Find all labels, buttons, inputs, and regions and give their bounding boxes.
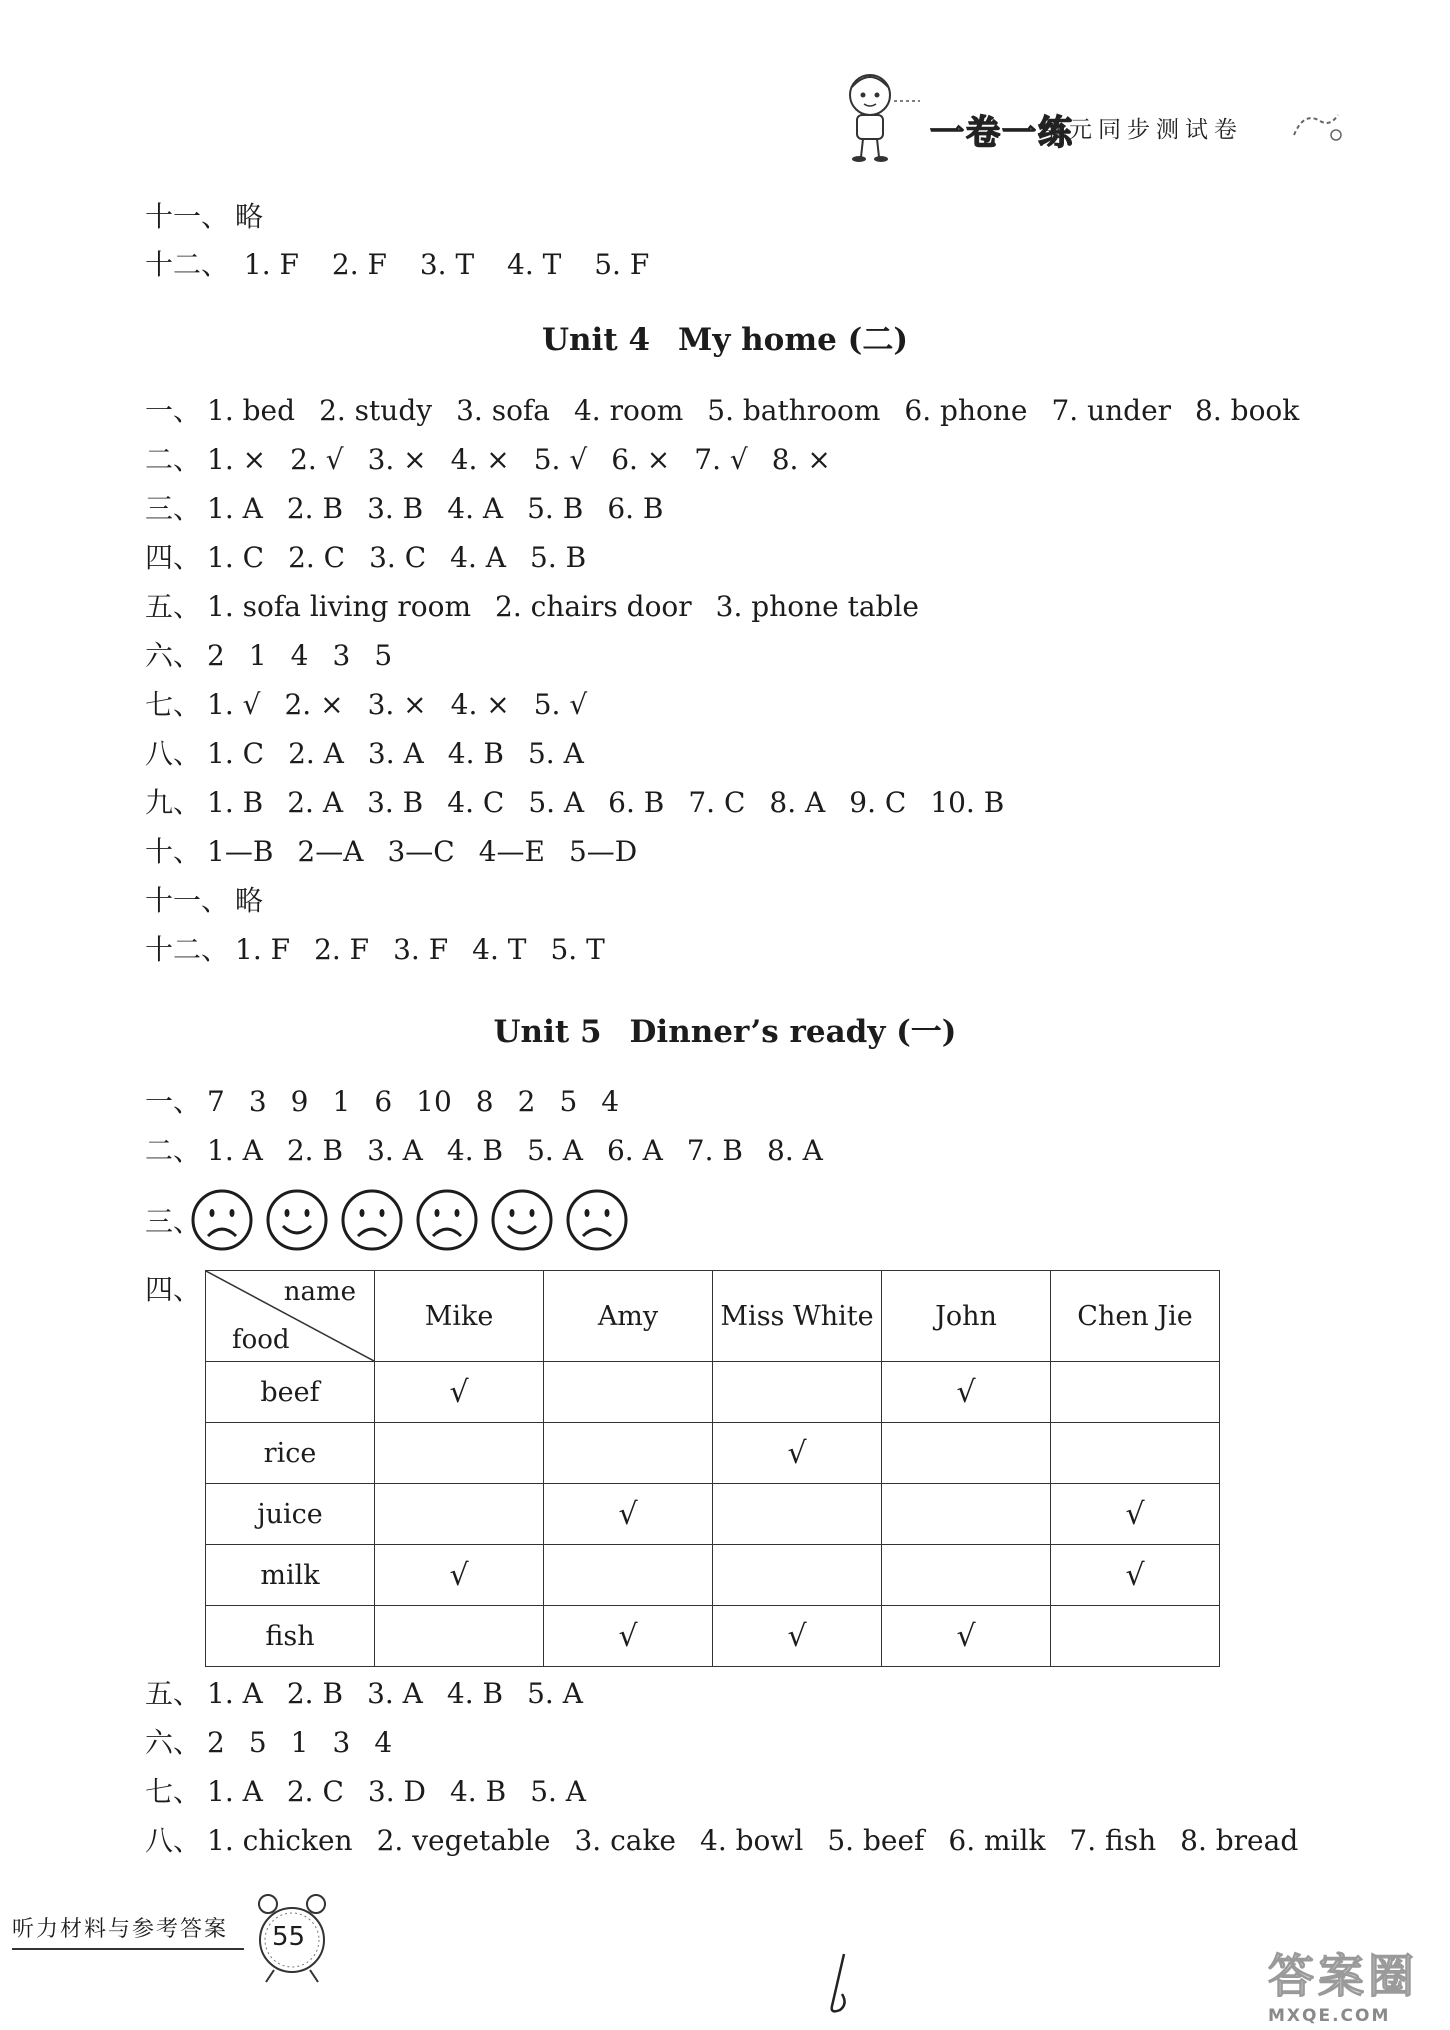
answer-item: 3—C bbox=[387, 835, 455, 868]
answer-item: 1. F bbox=[235, 933, 291, 966]
answer-item: 8. bread bbox=[1180, 1824, 1299, 1857]
answer-item: 2. × bbox=[284, 688, 344, 721]
answer-item: 5. A bbox=[527, 737, 584, 770]
answer-item: 4. × bbox=[450, 688, 510, 721]
answer-item: 5. A bbox=[530, 1775, 587, 1808]
unit4-title: Unit 4 My home (二) bbox=[541, 322, 909, 358]
question-number: 八、 bbox=[145, 1824, 202, 1857]
answer-item: 4. bowl bbox=[700, 1824, 804, 1857]
answer-item: 3 bbox=[332, 639, 351, 672]
column-header: John bbox=[882, 1271, 1051, 1362]
answer-item: 1. C bbox=[207, 737, 265, 770]
table-cell: √ bbox=[544, 1606, 713, 1667]
unit5-line bbox=[145, 1821, 1322, 1861]
answer-item: 3. B bbox=[367, 786, 424, 819]
sad-face-icon bbox=[190, 1188, 254, 1252]
answer-item: 2. B bbox=[286, 1134, 344, 1167]
table-row bbox=[206, 1545, 1220, 1606]
answer-item: 4. T bbox=[472, 933, 527, 966]
answer-item: 4. × bbox=[450, 443, 510, 476]
table-cell: √ bbox=[1051, 1545, 1220, 1606]
answer-item: 1—B bbox=[207, 835, 274, 868]
table-cell bbox=[544, 1423, 713, 1484]
column-header: Chen Jie bbox=[1051, 1271, 1220, 1362]
table-cell bbox=[1051, 1362, 1220, 1423]
answer-item: 5. B bbox=[530, 541, 587, 574]
answer-item: 1. A bbox=[207, 1677, 263, 1710]
pen-mark bbox=[820, 1950, 860, 2020]
answer-item: 1. √ bbox=[207, 688, 261, 721]
answer-item: 2. A bbox=[288, 737, 344, 770]
answer-item: 1 bbox=[290, 1726, 309, 1759]
answer-item: 2. study bbox=[319, 394, 433, 427]
table-row bbox=[206, 1362, 1220, 1423]
table-cell: √ bbox=[1051, 1484, 1220, 1545]
table-cell bbox=[544, 1362, 713, 1423]
table-cell: √ bbox=[375, 1362, 544, 1423]
answer-item: 1. × bbox=[207, 443, 267, 476]
unit4-line bbox=[145, 538, 610, 578]
table-cell bbox=[375, 1484, 544, 1545]
column-header: Miss White bbox=[713, 1271, 882, 1362]
watermark bbox=[1268, 1940, 1418, 2026]
answer-item: 9 bbox=[290, 1085, 309, 1118]
answer-item: 2. vegetable bbox=[376, 1824, 551, 1857]
answer-item: 3. D bbox=[367, 1775, 426, 1808]
watermark-url: MXQE.COM bbox=[1268, 2006, 1391, 2026]
table-cell: √ bbox=[882, 1606, 1051, 1667]
row-header: juice bbox=[206, 1484, 375, 1545]
table-cell bbox=[375, 1606, 544, 1667]
table-cell bbox=[713, 1362, 882, 1423]
answer-item: 5. beef bbox=[827, 1824, 925, 1857]
answer-item: 2. C bbox=[288, 541, 346, 574]
answer-item: 7. B bbox=[686, 1134, 743, 1167]
answer-item: 6. A bbox=[606, 1134, 663, 1167]
unit4-line bbox=[145, 440, 855, 480]
page-number: 55 bbox=[272, 1922, 306, 1952]
column-header: Mike bbox=[375, 1271, 544, 1362]
answer-item: 2. chairs door bbox=[495, 590, 692, 623]
table-corner: name food bbox=[206, 1271, 375, 1362]
unit5-line bbox=[145, 1131, 847, 1171]
happy-face-icon bbox=[490, 1188, 554, 1252]
answer-item: 1. B bbox=[207, 786, 264, 819]
answer-item: 6. milk bbox=[948, 1824, 1046, 1857]
table-row bbox=[206, 1423, 1220, 1484]
answer-item: 4. A bbox=[447, 492, 504, 525]
unit5-line bbox=[145, 1772, 610, 1812]
question-number: 九、 bbox=[145, 786, 202, 819]
question-number: 一、 bbox=[145, 1085, 202, 1118]
answer-item: 3 bbox=[248, 1085, 267, 1118]
answer-line-12: 十二、 1. F 2. F 3. T 4. T 5. F bbox=[145, 248, 650, 281]
answer-item: 4. room bbox=[573, 394, 684, 427]
answer-item: 2. B bbox=[286, 1677, 344, 1710]
table-cell: √ bbox=[882, 1362, 1051, 1423]
watermark-logo: 答案圈 bbox=[1268, 1949, 1418, 2003]
answer-item: 1. A bbox=[207, 1775, 263, 1808]
answer-item: 4. B bbox=[447, 737, 504, 770]
unit4-line bbox=[145, 832, 661, 872]
unit5-line bbox=[145, 1723, 416, 1763]
answer-item: 2 bbox=[517, 1085, 536, 1118]
answer-item: 4. B bbox=[446, 1134, 504, 1167]
answer-item: 9. C bbox=[849, 786, 907, 819]
answer-item: 5. A bbox=[528, 786, 585, 819]
answer-item: 8. × bbox=[771, 443, 831, 476]
answer-item: 6. × bbox=[611, 443, 671, 476]
answer-item: 6. phone bbox=[904, 394, 1028, 427]
unit4-line bbox=[145, 783, 1028, 823]
footer-section-title: 听力材料与参考答案 bbox=[12, 1917, 229, 1942]
answer-item: 略 bbox=[235, 884, 264, 917]
unit4-line bbox=[145, 587, 943, 627]
answer-item: 5 bbox=[374, 639, 393, 672]
question-number: 十一、 bbox=[145, 884, 230, 917]
answer-item: 3. phone table bbox=[715, 590, 919, 623]
answer-item: 1. A bbox=[207, 492, 263, 525]
answer-item: 7. under bbox=[1051, 394, 1172, 427]
answer-item: 3. C bbox=[369, 541, 427, 574]
happy-face-icon bbox=[265, 1188, 329, 1252]
answer-item: 3. cake bbox=[574, 1824, 676, 1857]
answer-item: 3. A bbox=[367, 1134, 423, 1167]
answer-item: 5. A bbox=[527, 1134, 583, 1167]
question-number: 三、 bbox=[145, 492, 202, 525]
unit4-line bbox=[145, 881, 287, 921]
answer-line-11: 十一、 略 bbox=[145, 200, 264, 233]
brand-title: 一卷一练 bbox=[930, 113, 1074, 153]
unit4-line bbox=[145, 930, 629, 970]
answer-item: 4. C bbox=[447, 786, 505, 819]
question-number: 七、 bbox=[145, 1775, 202, 1808]
food-table bbox=[205, 1270, 1220, 1667]
answer-item: 1. C bbox=[207, 541, 265, 574]
question-number: 七、 bbox=[145, 688, 202, 721]
table-cell: √ bbox=[544, 1484, 713, 1545]
table-cell bbox=[882, 1423, 1051, 1484]
answer-item: 3. A bbox=[367, 737, 424, 770]
table-cell bbox=[375, 1423, 544, 1484]
answer-item: 3. sofa bbox=[456, 394, 550, 427]
answer-item: 3. × bbox=[367, 443, 427, 476]
answer-item: 1. A bbox=[207, 1134, 263, 1167]
unit4-line bbox=[145, 685, 611, 725]
table-cell bbox=[713, 1545, 882, 1606]
question-number: 六、 bbox=[145, 639, 202, 672]
answer-item: 5 bbox=[559, 1085, 578, 1118]
question-number: 十二、 bbox=[145, 933, 230, 966]
question-number: 一、 bbox=[145, 394, 202, 427]
answer-item: 3. F bbox=[393, 933, 449, 966]
question-number: 二、 bbox=[145, 1134, 202, 1167]
answer-item: 8. A bbox=[769, 786, 826, 819]
unit5-line bbox=[145, 1082, 643, 1122]
table-cell bbox=[544, 1545, 713, 1606]
table-cell: √ bbox=[713, 1423, 882, 1484]
answer-item: 4—E bbox=[478, 835, 545, 868]
answer-item: 5. √ bbox=[533, 688, 588, 721]
question-number: 四、 bbox=[145, 541, 202, 574]
row-header: fish bbox=[206, 1606, 375, 1667]
table-cell: √ bbox=[375, 1545, 544, 1606]
table-row bbox=[206, 1484, 1220, 1545]
page-header bbox=[830, 65, 1350, 175]
question-number: 八、 bbox=[145, 737, 202, 770]
answer-item: 5 bbox=[248, 1726, 267, 1759]
question-number: 十、 bbox=[145, 835, 202, 868]
unit5-title: Unit 5 Dinner’s ready (一) bbox=[493, 1014, 957, 1050]
answer-item: 7 bbox=[207, 1085, 225, 1118]
answer-item: 5. T bbox=[550, 933, 605, 966]
sad-face-icon bbox=[415, 1188, 479, 1252]
footer-rule bbox=[12, 1948, 244, 1950]
answer-item: 4. B bbox=[449, 1775, 507, 1808]
answer-item: 2. B bbox=[286, 492, 344, 525]
column-header: Amy bbox=[544, 1271, 713, 1362]
brand-subtitle: 单元同步测试卷 bbox=[1040, 117, 1243, 143]
answer-item: 7. fish bbox=[1069, 1824, 1157, 1857]
answer-item: 5—D bbox=[568, 835, 638, 868]
answer-item: 1. sofa living room bbox=[207, 590, 472, 623]
answer-item: 10. B bbox=[930, 786, 1005, 819]
answer-item: 3 bbox=[332, 1726, 351, 1759]
unit5-line bbox=[145, 1674, 607, 1714]
question-number: 六、 bbox=[145, 1726, 202, 1759]
table-label: 四、 bbox=[145, 1273, 202, 1306]
unit4-line bbox=[145, 636, 416, 676]
row-header: rice bbox=[206, 1423, 375, 1484]
question-number: 二、 bbox=[145, 443, 202, 476]
answer-item: 6. B bbox=[607, 492, 664, 525]
answer-item: 1 bbox=[248, 639, 267, 672]
answer-item: 2 bbox=[207, 639, 225, 672]
answer-item: 1 bbox=[332, 1085, 351, 1118]
answer-item: 4 bbox=[290, 639, 309, 672]
answer-item: 3. B bbox=[367, 492, 424, 525]
table-row bbox=[206, 1606, 1220, 1667]
answer-item: 7. C bbox=[688, 786, 746, 819]
row-header: beef bbox=[206, 1362, 375, 1423]
answer-item: 1. chicken bbox=[207, 1824, 353, 1857]
table-cell bbox=[882, 1484, 1051, 1545]
mascot-icon bbox=[830, 65, 930, 165]
answer-item: 2. C bbox=[286, 1775, 344, 1808]
question-number: 五、 bbox=[145, 1677, 202, 1710]
answer-item: 2 bbox=[207, 1726, 225, 1759]
answer-item: 3. A bbox=[367, 1677, 423, 1710]
answer-item: 10 bbox=[416, 1085, 452, 1118]
answer-item: 5. √ bbox=[533, 443, 588, 476]
answer-item: 2—A bbox=[297, 835, 364, 868]
answer-item: 2. F bbox=[314, 933, 370, 966]
answer-item: 8. A bbox=[767, 1134, 823, 1167]
answer-item: 2. √ bbox=[290, 443, 344, 476]
answer-item: 7. √ bbox=[694, 443, 748, 476]
answer-item: 4. B bbox=[446, 1677, 504, 1710]
answer-item: 3. × bbox=[367, 688, 427, 721]
answer-item: 2. A bbox=[287, 786, 344, 819]
answer-item: 5. bathroom bbox=[707, 394, 881, 427]
answer-item: 6. B bbox=[608, 786, 665, 819]
table-cell bbox=[713, 1484, 882, 1545]
answer-item: 4 bbox=[374, 1726, 393, 1759]
answer-item: 8 bbox=[475, 1085, 494, 1118]
answer-item: 1. bed bbox=[207, 394, 296, 427]
answer-item: 5. B bbox=[527, 492, 584, 525]
table-cell bbox=[1051, 1606, 1220, 1667]
sad-face-icon bbox=[565, 1188, 629, 1252]
question-number: 五、 bbox=[145, 590, 202, 623]
row-header: milk bbox=[206, 1545, 375, 1606]
sad-face-icon bbox=[340, 1188, 404, 1252]
answer-item: 5. A bbox=[527, 1677, 583, 1710]
table-cell bbox=[882, 1545, 1051, 1606]
table-cell bbox=[1051, 1423, 1220, 1484]
unit4-line bbox=[145, 734, 608, 774]
answer-item: 4 bbox=[601, 1085, 620, 1118]
answer-item: 4. A bbox=[450, 541, 506, 574]
unit4-line bbox=[145, 489, 688, 529]
answer-item: 6 bbox=[374, 1085, 393, 1118]
table-header-row bbox=[206, 1271, 1220, 1362]
answer-item: 8. book bbox=[1195, 394, 1300, 427]
unit4-line bbox=[145, 391, 1323, 431]
table-cell: √ bbox=[713, 1606, 882, 1667]
decor-swirl-icon bbox=[1290, 105, 1342, 145]
